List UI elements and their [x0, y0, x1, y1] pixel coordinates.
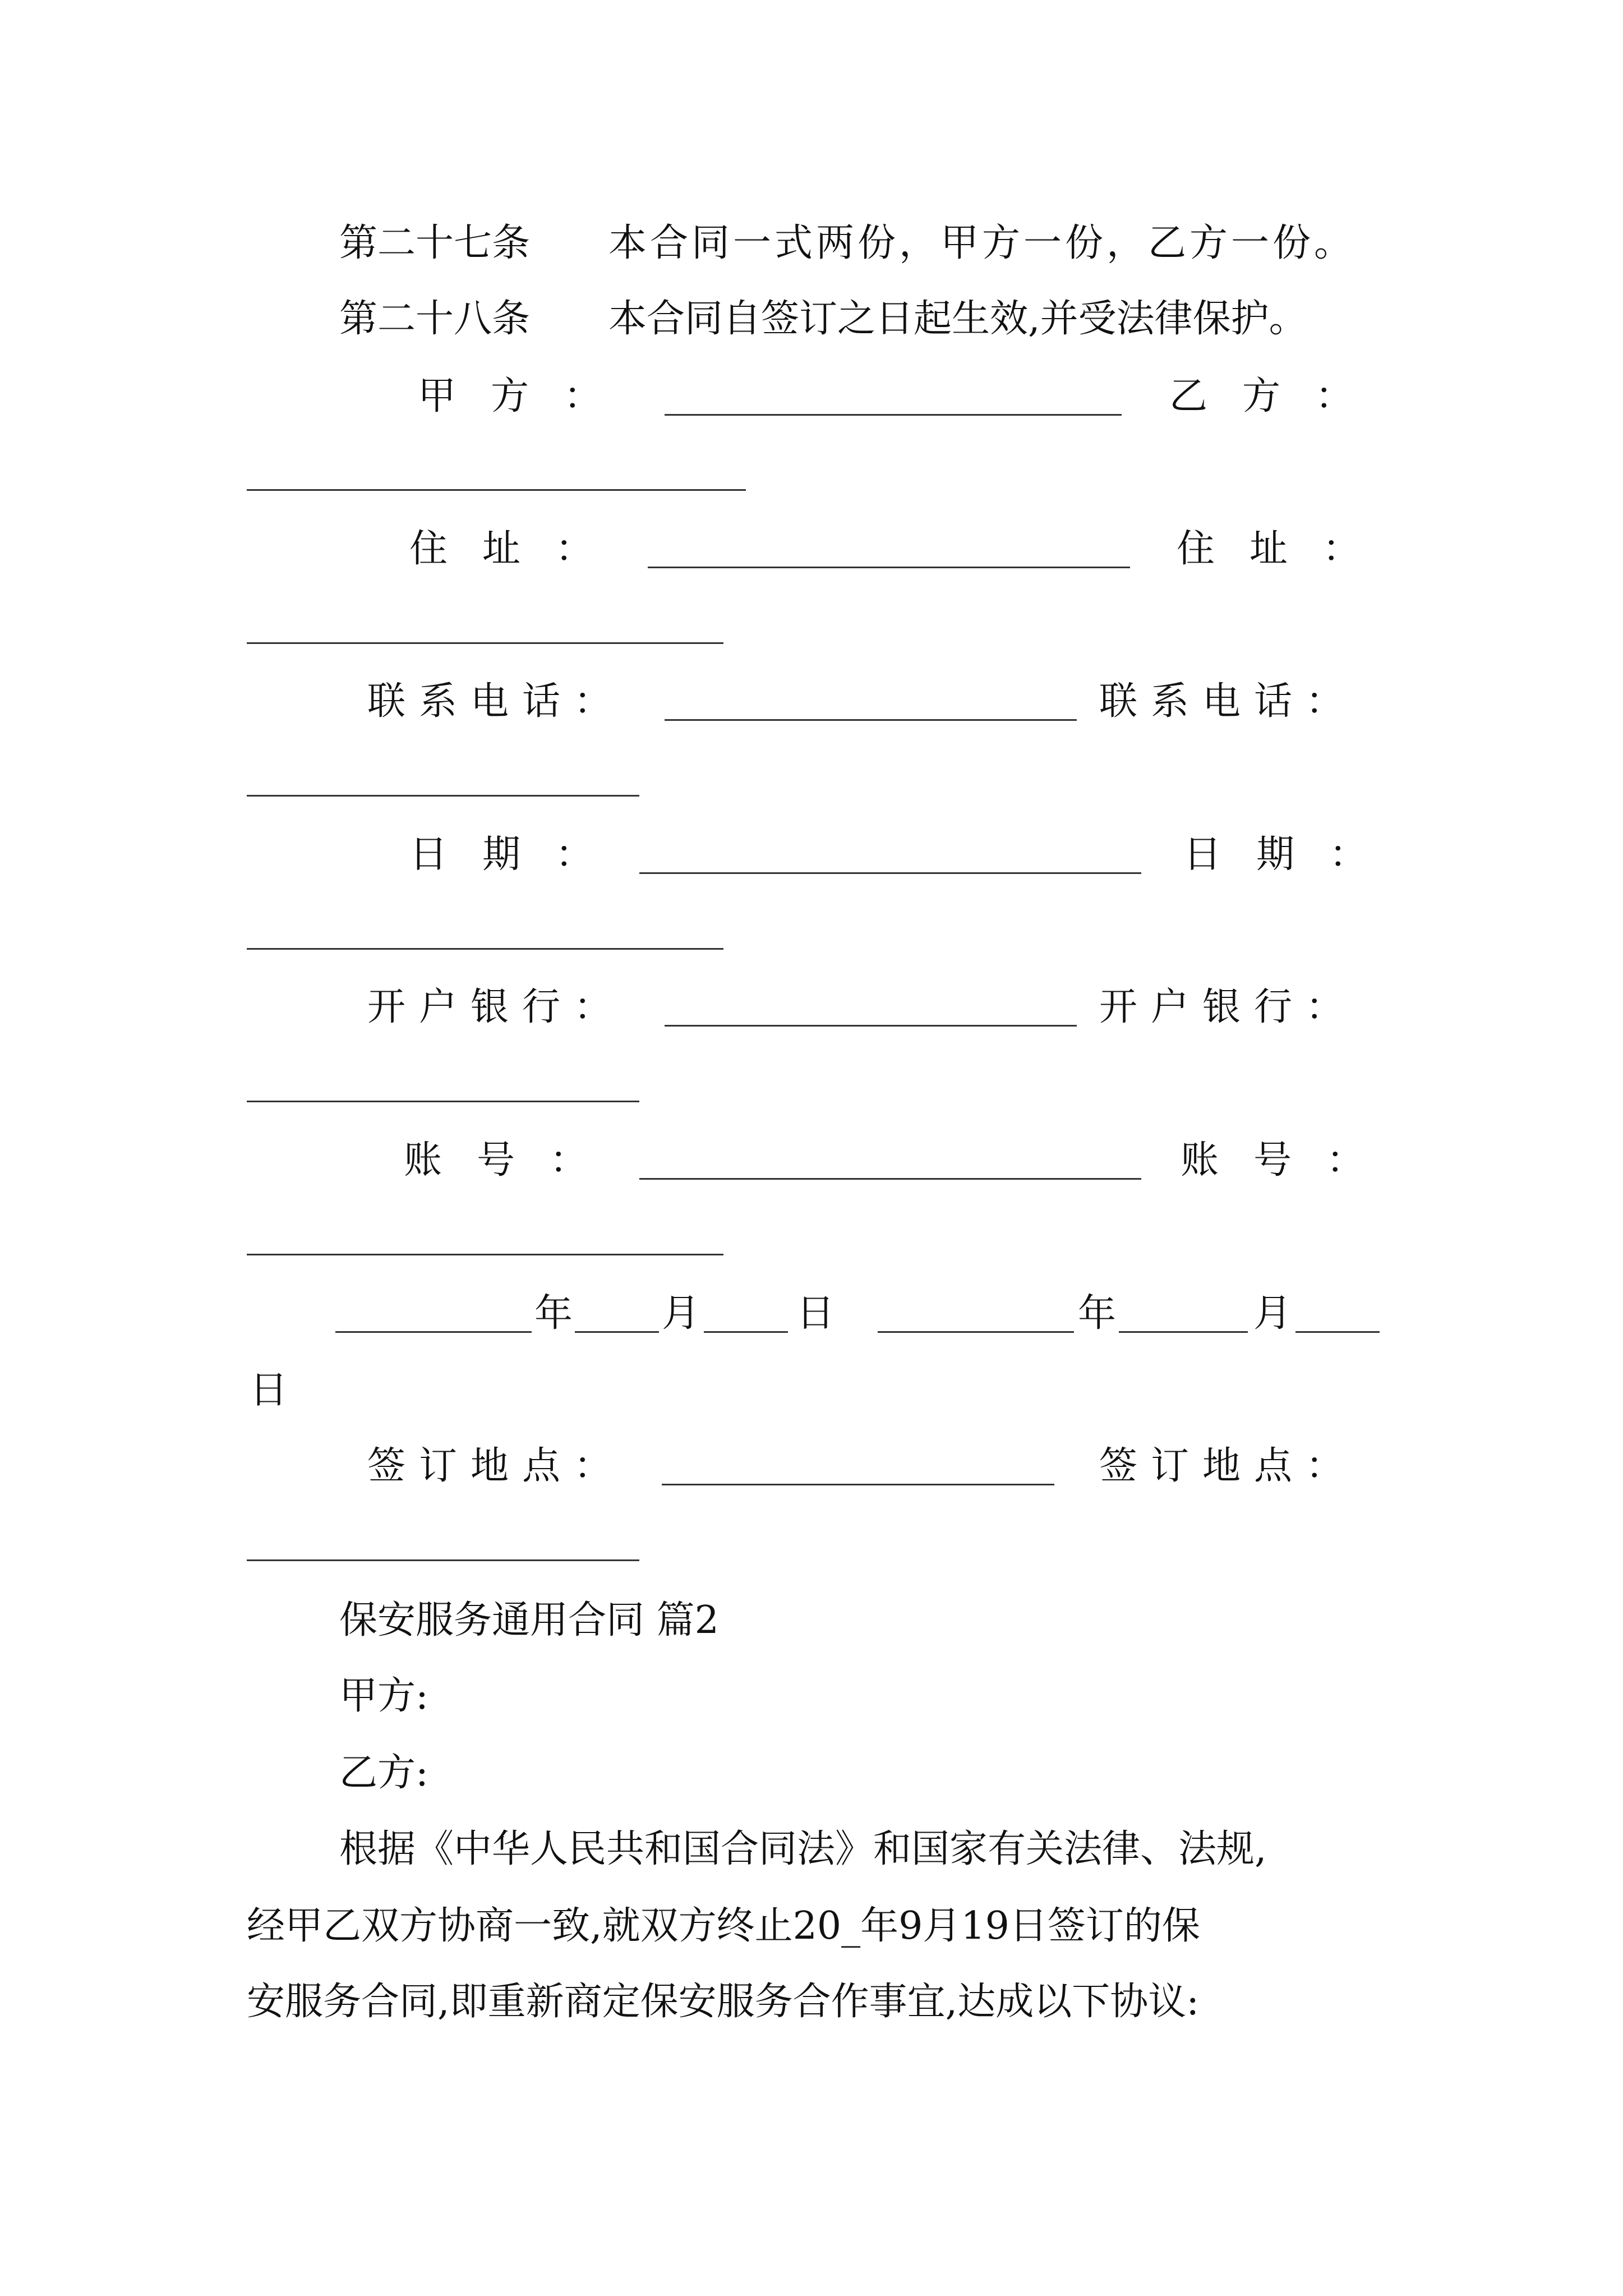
article-28-text: 本合同自签订之日起生效,并受法律保护。 — [608, 297, 1307, 341]
date-left-blank[interactable] — [639, 872, 1141, 874]
bank-right-label: 开户银行： — [1099, 985, 1358, 1029]
article-28-label: 第二十八条 — [339, 297, 531, 341]
place-right-label: 签订地点： — [1099, 1444, 1358, 1488]
party-b-blank[interactable] — [247, 489, 746, 491]
address-right-blank[interactable] — [247, 642, 723, 644]
party-a-label: 甲方： — [418, 374, 637, 418]
sign-date-left-month-blank[interactable] — [575, 1331, 659, 1333]
place-right-blank[interactable] — [247, 1559, 639, 1561]
bank-left-blank[interactable] — [665, 1025, 1077, 1027]
phone-right-label: 联系电话： — [1099, 679, 1358, 724]
article-27-text: 本合同一式两份，甲方一份，乙方一份。 — [608, 221, 1356, 265]
section2-heading: 保安服务通用合同 篇2 — [339, 1598, 719, 1642]
place-left-label: 签订地点： — [367, 1444, 626, 1488]
sign-date-right-month: 月 — [1253, 1291, 1292, 1336]
sign-date-right-year-blank[interactable] — [878, 1331, 1074, 1333]
phone-left-label: 联系电话： — [367, 679, 626, 724]
phone-right-blank[interactable] — [247, 795, 639, 797]
date-right-label: 日期： — [1183, 832, 1403, 877]
sign-date-right-year: 年 — [1078, 1291, 1117, 1336]
sign-date-right-day: 日 — [250, 1368, 288, 1412]
sign-date-left-year: 年 — [534, 1291, 573, 1336]
article-27-label: 第二十七条 — [339, 221, 531, 265]
address-left-label: 住址： — [409, 527, 629, 571]
sign-date-right-day-blank[interactable] — [1295, 1331, 1380, 1333]
bank-left-label: 开户银行： — [367, 985, 626, 1029]
sign-date-right-month-blank[interactable] — [1119, 1331, 1248, 1333]
account-left-blank[interactable] — [639, 1178, 1141, 1180]
address-left-blank[interactable] — [648, 567, 1130, 568]
party-a-blank[interactable] — [665, 414, 1122, 416]
sign-date-left-day: 日 — [796, 1291, 835, 1336]
date-left-label: 日期： — [409, 832, 629, 877]
account-right-blank[interactable] — [247, 1254, 723, 1255]
sign-date-left-month: 月 — [662, 1291, 700, 1336]
account-left-label: 账号： — [404, 1138, 623, 1182]
account-right-label: 账号： — [1181, 1138, 1400, 1182]
place-left-blank[interactable] — [662, 1484, 1054, 1485]
sign-date-left-day-blank[interactable] — [704, 1331, 788, 1333]
section2-paragraph-line1: 根据《中华人民共和国合同法》和国家有关法律、法规, — [339, 1827, 1267, 1871]
section2-party-a: 甲方: — [339, 1674, 428, 1718]
address-right-label: 住址： — [1177, 527, 1396, 571]
section2-paragraph-line3: 安服务合同,即重新商定保安服务合作事宜,达成以下协议: — [247, 1980, 1200, 2024]
sign-date-left-year-blank[interactable] — [335, 1331, 532, 1333]
section2-party-b: 乙方: — [339, 1751, 428, 1795]
section2-paragraph-line2: 经甲乙双方协商一致,就双方终止20_年9月19日签订的保 — [247, 1904, 1200, 1948]
bank-right-blank[interactable] — [247, 1101, 639, 1102]
party-b-label: 乙方： — [1169, 374, 1389, 418]
phone-left-blank[interactable] — [665, 719, 1077, 721]
date-right-blank[interactable] — [247, 948, 723, 950]
